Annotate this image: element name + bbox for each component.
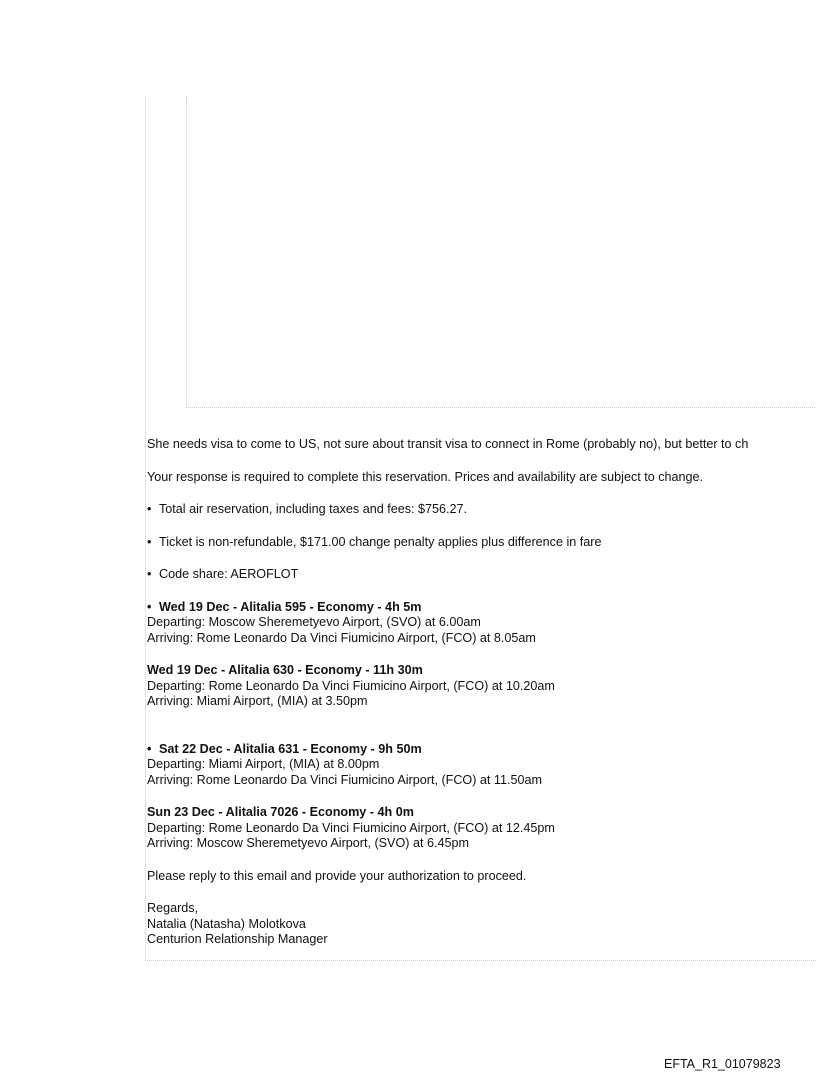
flight-segment-outbound-1 [147, 600, 816, 647]
flight-arriving: Arriving: Rome Leonardo Da Vinci Fiumicino Airport, (FCO) at 8.05am [147, 630, 536, 645]
bullet-icon: • [147, 599, 152, 614]
flight-header-text: Wed 19 Dec - Alitalia 595 - Economy - 4h 5m [159, 599, 422, 614]
email-body [147, 437, 816, 948]
bullet-icon: • [147, 534, 152, 549]
bullet-text: Total air reservation, including taxes and fees: $756.27. [159, 502, 468, 516]
flight-departing: Departing: Moscow Sheremetyevo Airport, (SVO) at 6.00am [147, 615, 481, 629]
intro-text: She needs visa to come to US, not sure about transit visa to connect in Rome (probably no), but better to ch [147, 437, 749, 451]
flight-departing: Departing: Rome Leonardo Da Vinci Fiumicino Airport, (FCO) at 10.20am [147, 678, 555, 693]
reply-request-text: Please reply to this email and provide your authorization to proceed. [147, 868, 527, 883]
bullet-icon: • [147, 741, 152, 756]
bullet-total-price [147, 502, 816, 518]
flight-departing: Departing: Rome Leonardo Da Vinci Fiumicino Airport, (FCO) at 12.45pm [147, 820, 555, 835]
signature-block [147, 901, 816, 948]
bullet-text: Ticket is non-refundable, $171.00 change penalty applies plus difference in fare [159, 534, 602, 549]
response-required-text: Your response is required to complete this reservation. Prices and availability are subject to change. [147, 469, 704, 484]
flight-segment-outbound-2 [147, 663, 816, 710]
flight-header [147, 600, 816, 616]
signature-name: Natalia (Natasha) Molotkova [147, 916, 306, 931]
flight-segment-return-1 [147, 742, 816, 789]
signature-title: Centurion Relationship Manager [147, 932, 328, 946]
document-id: EFTA_R1_01079823 [664, 1057, 781, 1071]
bullet-refund-policy [147, 535, 816, 551]
bullet-icon: • [147, 502, 152, 516]
flight-departing: Departing: Miami Airport, (MIA) at 8.00pm [147, 757, 380, 771]
flight-header-text: Sat 22 Dec - Alitalia 631 - Economy - 9h 50m [159, 741, 422, 756]
nested-quote-frame [186, 96, 816, 408]
flight-segment-return-2 [147, 805, 816, 852]
flight-arriving: Arriving: Moscow Sheremetyevo Airport, (SVO) at 6.45pm [147, 836, 469, 850]
flight-header [147, 742, 816, 758]
flight-arriving: Arriving: Miami Airport, (MIA) at 3.50pm [147, 694, 368, 708]
flight-header: Wed 19 Dec - Alitalia 630 - Economy - 11h 30m [147, 663, 423, 677]
bullet-text: Code share: AEROFLOT [159, 567, 299, 581]
bullet-code-share [147, 567, 816, 583]
flight-header: Sun 23 Dec - Alitalia 7026 - Economy - 4h 0m [147, 805, 414, 819]
flight-arriving: Arriving: Rome Leonardo Da Vinci Fiumicino Airport, (FCO) at 11.50am [147, 772, 542, 787]
signature-closing: Regards, [147, 901, 199, 915]
bullet-icon: • [147, 567, 152, 581]
